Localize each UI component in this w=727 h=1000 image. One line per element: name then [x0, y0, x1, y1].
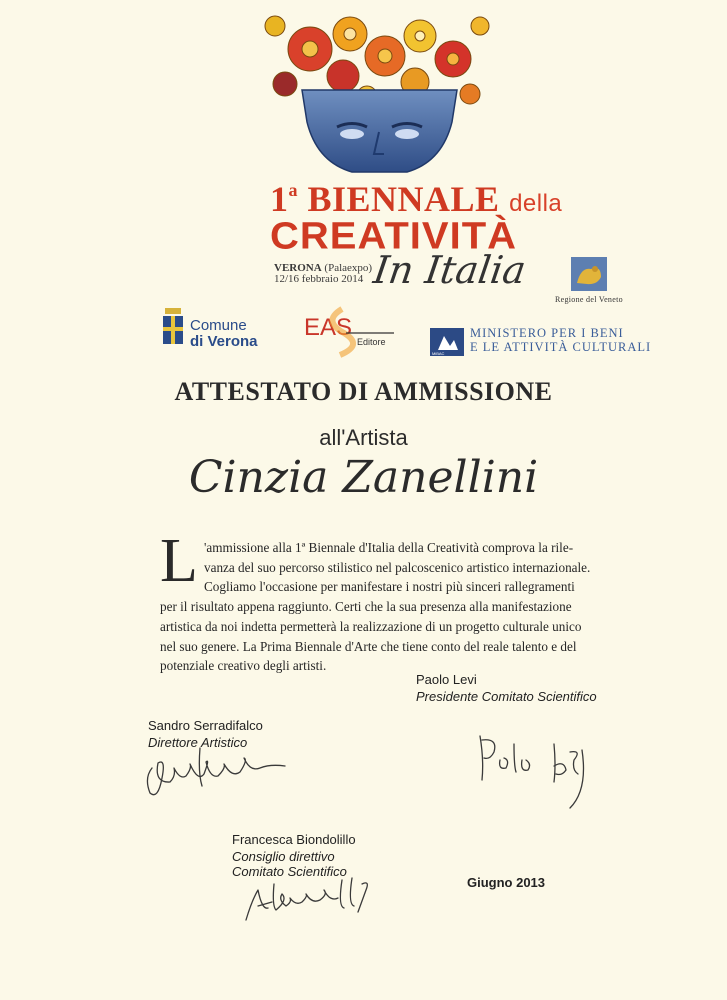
title-connector: della — [509, 190, 563, 217]
recipient-intro: all'Artista — [319, 425, 408, 450]
comune-line2: di Verona — [190, 333, 258, 350]
body-line: vanza del suo percorso stilistico nel palcoscenico artistico internazionale. — [204, 559, 591, 575]
title-word: BIENNALE — [307, 179, 500, 219]
event-title-script: In Italia — [370, 248, 529, 292]
eas-caption: Editore — [357, 337, 386, 347]
signature-levi — [470, 730, 600, 810]
edition-suffix: a — [288, 180, 298, 200]
body-line: Cogliamo l'occasione per manifestare i nostri più sinceri rallegramenti — [204, 579, 575, 595]
body-line: 'ammissione alla 1ª Biennale d'Italia della Creatività comprova la rile- — [204, 540, 574, 555]
venue-info — [274, 263, 372, 285]
ministero-label — [470, 326, 651, 354]
signatory-role-2: Comitato Scientifico — [232, 864, 347, 879]
signatory-name: Sandro Serradifalco — [148, 718, 263, 733]
signature-serradifalco — [140, 738, 290, 806]
eas-editore-logo — [302, 303, 397, 358]
regione-veneto-label: Regione del Veneto — [555, 295, 623, 304]
signatory-role: Presidente Comitato Scientifico — [416, 689, 597, 704]
drop-cap: L — [160, 527, 198, 595]
eas-mark: EAS — [304, 314, 353, 341]
event-title-main: CREATIVITÀ — [270, 215, 518, 257]
event-title-line1 — [270, 178, 562, 220]
certificate-heading: ATTESTATO DI AMMISSIONE — [174, 377, 553, 406]
comune-verona-crest-icon — [162, 308, 184, 346]
edition-number: 1 — [270, 179, 289, 219]
body-line: nel suo genere. La Prima Biennale d'Arte che tiene conto del reale talento e del — [160, 638, 577, 654]
issue-date: Giugno 2013 — [467, 875, 546, 890]
signatory-role: Consiglio direttivo — [232, 849, 335, 864]
body-line: artistica da noi indetta permetterà la realizzazione di un progetto culturale unico — [160, 618, 582, 634]
comune-line1: Comune — [190, 317, 247, 334]
venue-city: VERONA — [274, 262, 322, 274]
ministero-line2: E LE ATTIVITÀ CULTURALI — [470, 340, 652, 354]
ministero-line1: MINISTERO PER I BENI — [470, 326, 624, 340]
venue-place: (Palaexpo) — [324, 262, 373, 274]
body-line: potenziale creativo degli artisti. — [160, 658, 327, 674]
regione-veneto-lion-icon — [571, 257, 607, 291]
signature-biondolillo — [238, 870, 398, 926]
signatory-name: Francesca Biondolillo — [232, 832, 356, 847]
recipient-name: Cinzia Zanellini — [188, 452, 539, 503]
body-line: per il risultato appena raggiunto. Certi che la sua presenza alla manifestazione — [160, 599, 572, 615]
head-illustration — [292, 82, 467, 174]
comune-verona-label — [190, 318, 258, 350]
signatory-president — [416, 672, 597, 704]
venue-dates: 12/16 febbraio 2014 — [274, 273, 364, 285]
certificate-body — [160, 538, 620, 676]
ministero-icon-text: MiBAC — [432, 351, 445, 356]
ministero-logo-icon — [430, 328, 464, 356]
signatory-name: Paolo Levi — [416, 672, 477, 687]
signatory-role: Direttore Artistico — [148, 735, 248, 750]
